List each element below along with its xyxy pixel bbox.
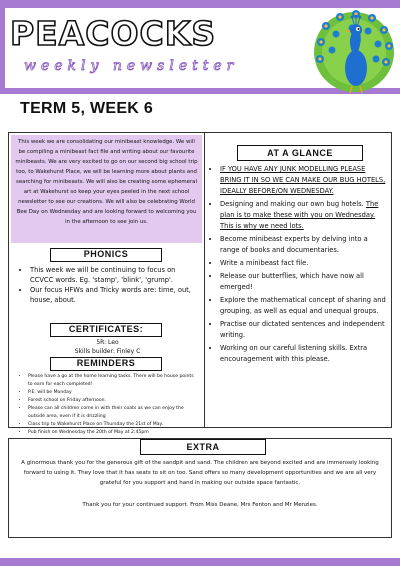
intro-paragraph: This week we are consolidating our minibeast knowledge. We will be compiling a minibeast fact file and writing about our favourite minibeasts. We are very excited to go on our second big school trip too, to Wakehurst Place, we will be learning more about plants and searching for minibeasts. We will also be creating some ephemeral art at Wakehurst so keep your eyes peeled in the next school newsletter to see our creations. We will also be celebrating World Bee Day on Wednesday and are looking forward to welcoming you in the afternoon to see join us. [11,135,202,243]
glance-item: • Become minibeast experts by delving into a range of books and documentaries. [220,234,388,256]
certificate-winner: 5R: Leo [96,339,119,346]
reminder-item: • Forest school on Friday afternoon. [28,397,199,405]
term-week-label: TERM 5, WEEK 6 [20,100,154,117]
reminder-item: • Please have a go at the home learning tasks. There will be house points to earn for each completed! [28,373,199,389]
glance-item: • Release our butterflies, which have now all emerged! [220,271,388,293]
glance-item-bug-hotels [220,199,388,232]
peacock-icon [296,4,396,94]
reminder-item: • Pub finish on Wednesday the 20th of May at 2:45pm [28,429,199,437]
at-a-glance-heading: AT A GLANCE [237,145,363,161]
phonics-panel [17,262,198,318]
glance-item: • Practise our dictated sentences and independent writing. [220,319,388,341]
glance-item: • Write a minibeast fact file. [220,258,388,269]
phonics-heading: PHONICS [50,248,162,262]
glance-item-junk-text: IF YOU HAVE ANY JUNK MODELLING PLEASE BRING IT IN SO WE CAN MAKE OUR BUG HOTELS, IDEALLY BEFORE/ON WEDNESDAY. [220,165,386,195]
left-edge-strip [0,0,5,94]
skills-builder: Skills builder: Finley C [74,348,141,355]
glance-item-bug-hotels-text: Designing and making our own bug hotels. [220,200,364,208]
reminder-item: • Class trip to Wakehurst Place on Thursday the 21st of May. [28,421,199,429]
at-a-glance-panel [211,164,388,426]
reminder-item: • Please can all children come in with their coats as we can enjoy the outside area, even if it is drizzling [28,405,199,421]
extra-thanks: Thank you for your continued support. From Miss Deane, Mrs Fenton and Mr Menzies. [82,502,318,508]
extra-heading: EXTRA [140,439,266,455]
newsletter-subtitle: weekly newsletter [24,58,239,74]
newsletter-title: PEACOCKS [10,14,217,53]
glance-item: • Explore the mathematical concept of sharing and grouping, as well as equal and unequal groups. [220,295,388,317]
certificates-heading: CERTIFICATES: [50,323,162,337]
bottom-strip [0,558,400,566]
column-divider [204,132,205,428]
phonics-item: • This week we will be continuing to focus on CCVCC words. Eg. 'stamp', 'blink', 'grump'. [30,265,194,285]
phonics-item: • Our focus HFWs and Tricky words are: time, out, house, about. [30,285,194,305]
reminders-heading: REMINDERS [50,357,162,371]
extra-text: A ginormous thank you for the generous gift of the sandpit and sand. The children are beyond excited and are immensely looking forward to using it. They love that it has seats to sit on too. Sand offers so many development opportunities and we are all very grateful for you support and hand in making our outside space fantastic. [21,460,379,486]
reminders-panel [17,372,201,435]
glance-item: • Working on our careful listening skills. Extra encouragement with this please. [220,343,388,365]
reminder-item: • P.E. will be Monday [28,389,199,397]
glance-item-junk [220,164,388,197]
glance-item-bug-hotels-note: The plan is to make these with you on Wednesday. This is why we need lots. [220,200,379,230]
